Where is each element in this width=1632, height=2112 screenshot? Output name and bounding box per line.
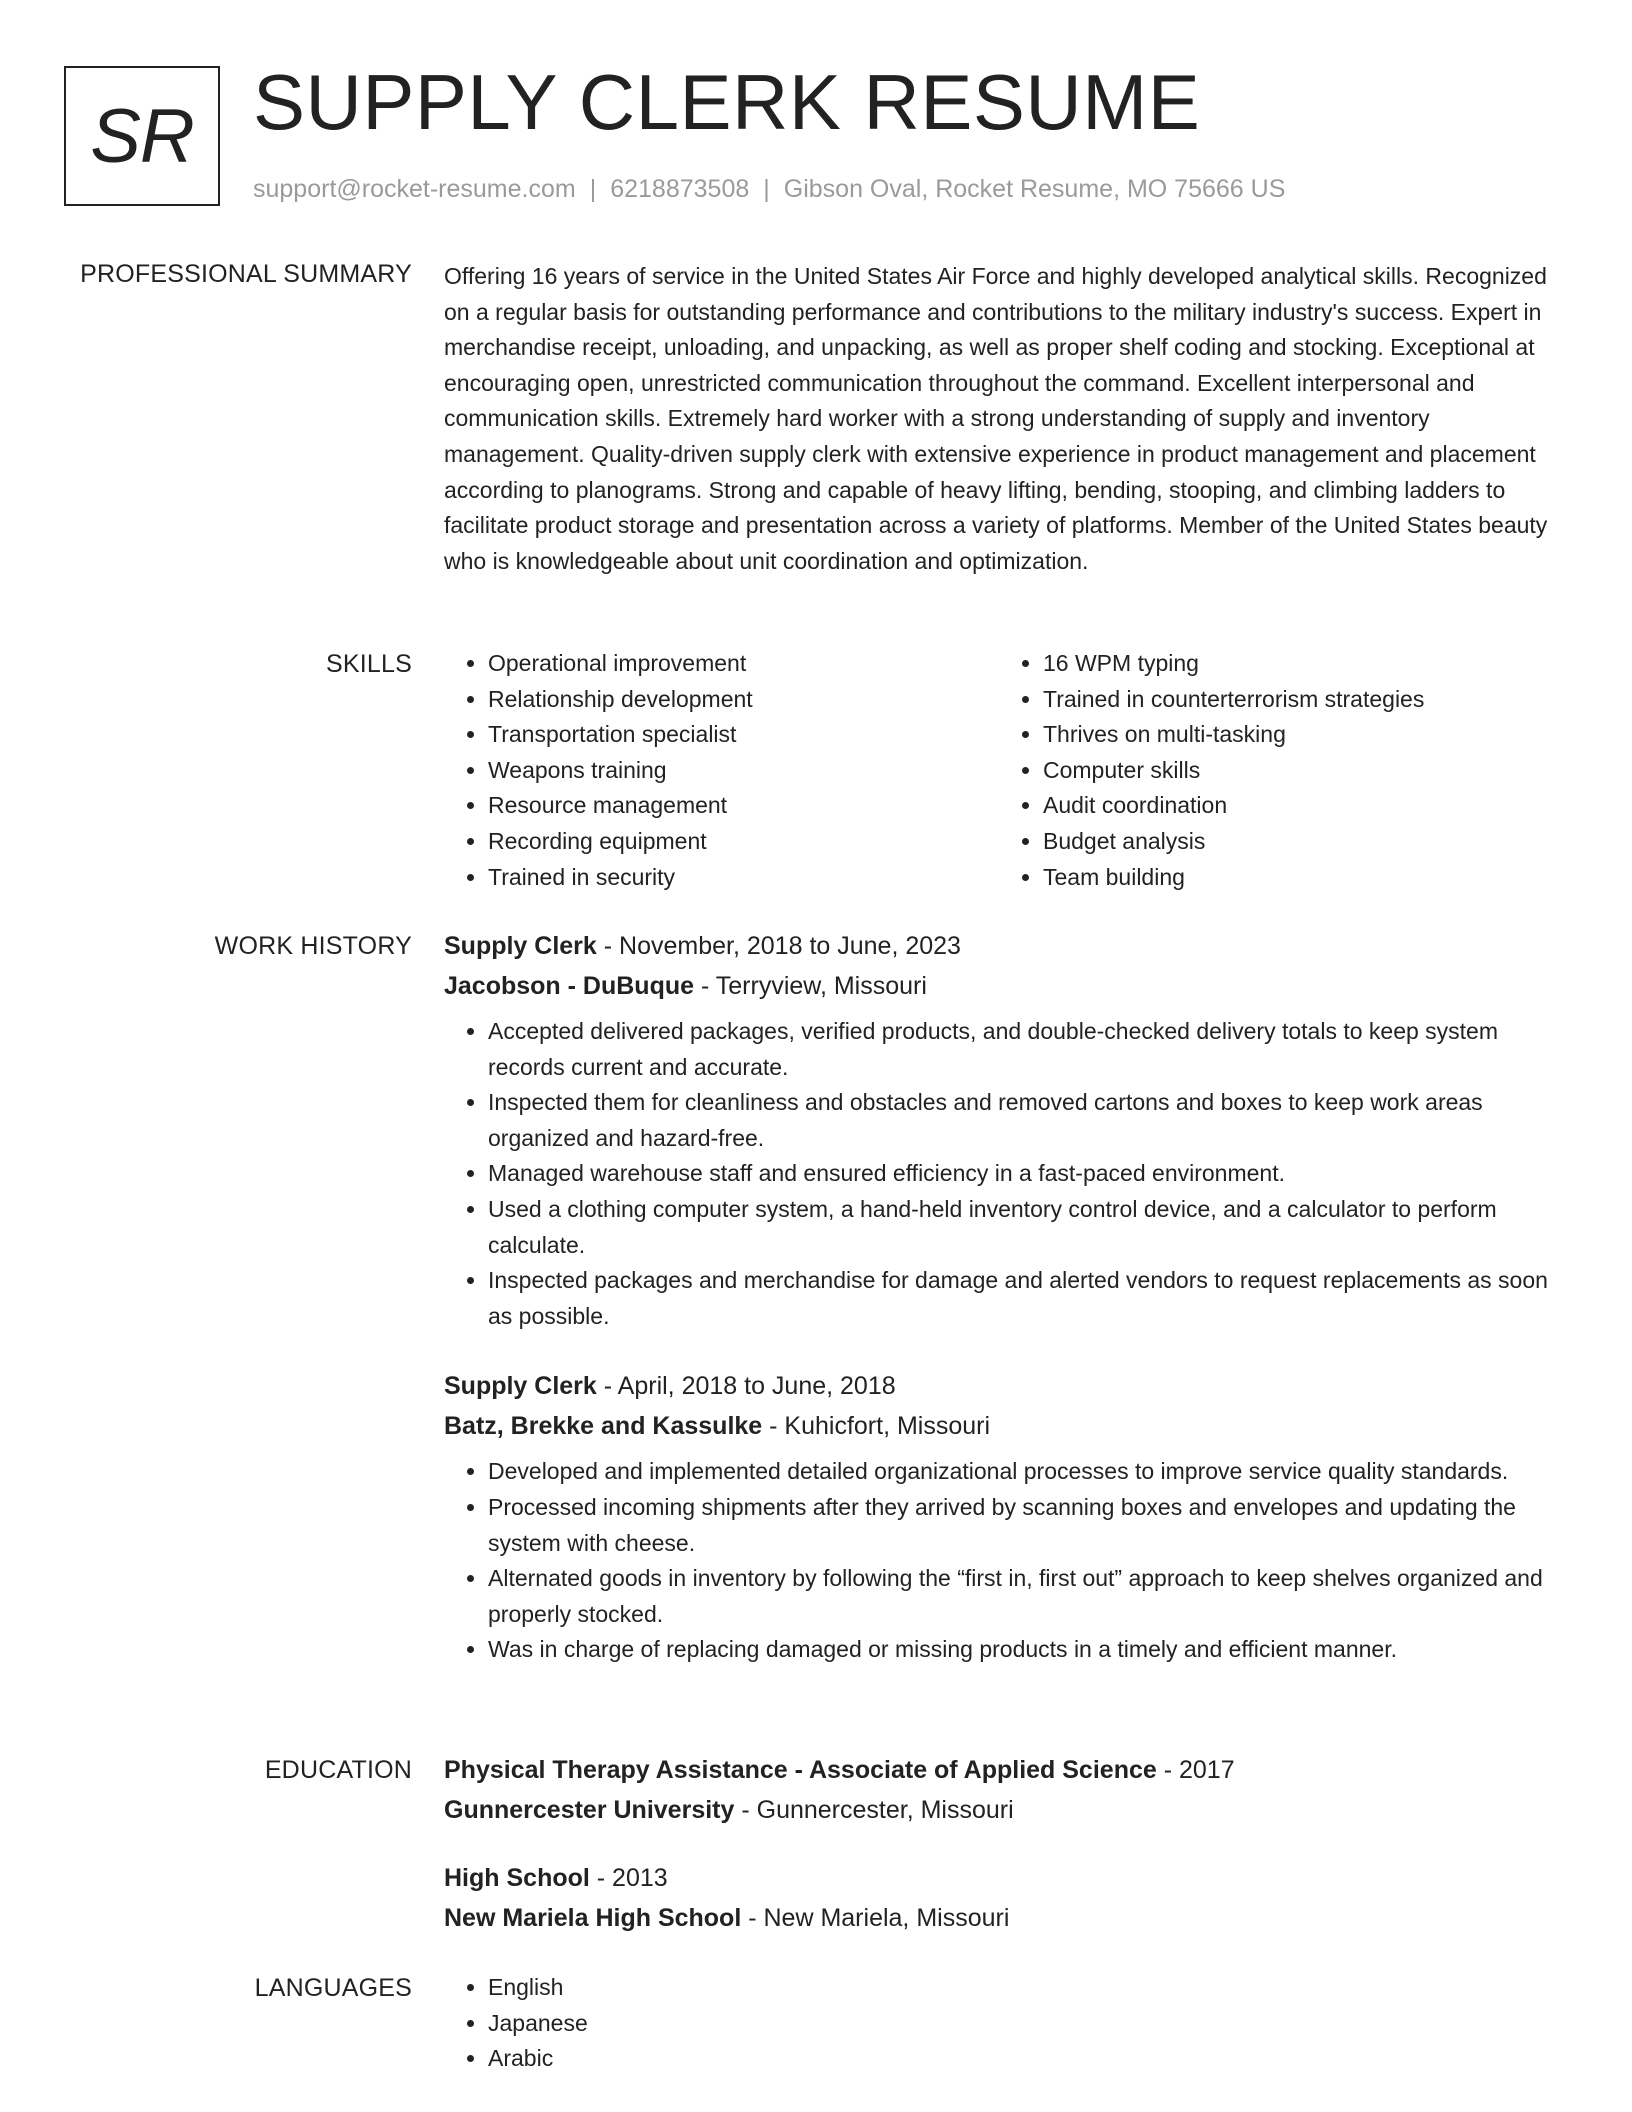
languages-content (444, 1970, 1554, 2077)
skills-label: SKILLS (326, 650, 412, 678)
skill-item: • Relationship development (488, 682, 999, 718)
skill-item: • Resource management (488, 788, 999, 824)
education-degree: Physical Therapy Assistance - Associate of Applied Science (444, 1756, 1157, 1784)
education-entry (444, 1750, 1554, 1830)
job-company: Batz, Brekke and Kassulke (444, 1412, 763, 1441)
skill-item: • Transportation specialist (488, 717, 999, 753)
education-degree: High School (444, 1864, 590, 1892)
education-year: - 2013 (589, 1864, 668, 1892)
job-title: Supply Clerk (444, 1372, 597, 1401)
job-dates: - April, 2018 to June, 2018 (596, 1372, 896, 1401)
resume-title: SUPPLY CLERK RESUME (253, 58, 1201, 146)
job-company: Jacobson - DuBuque (444, 972, 695, 1000)
skill-item: • Trained in counterterrorism strategies (1043, 682, 1554, 718)
work-history-content (444, 926, 1554, 1668)
skill-item: • Recording equipment (488, 824, 999, 860)
job-entry (444, 1366, 1554, 1668)
summary-content (444, 259, 1554, 579)
skill-item: • Computer skills (1043, 753, 1554, 789)
education-entry (444, 1858, 1554, 1938)
contact-separator: | (589, 175, 597, 203)
contact-phone[interactable]: 6218873508 (610, 175, 750, 203)
work-history-label: WORK HISTORY (214, 932, 412, 960)
job-bullet: • Accepted delivered packages, verified products, and double-checked delivery totals to keep system records current and accurate. (488, 1014, 1554, 1085)
job-bullet: • Developed and implemented detailed organizational processes to improve service quality standards. (488, 1454, 1554, 1490)
skills-grid (444, 646, 1554, 895)
education-school-line (444, 1898, 1554, 1938)
education-location: - Gunnercester, Missouri (734, 1796, 1014, 1824)
education-year: - 2017 (1156, 1756, 1235, 1784)
job-title-line (444, 1366, 1554, 1406)
language-item: • Arabic (488, 2041, 1554, 2077)
skill-item: • Trained in security (488, 860, 999, 896)
job-location: - Kuhicfort, Missouri (762, 1412, 991, 1441)
skill-item: • 16 WPM typing (1043, 646, 1554, 682)
education-degree-line (444, 1858, 1554, 1898)
job-bullet: • Managed warehouse staff and ensured efficiency in a fast-paced environment. (488, 1156, 1554, 1192)
education-content (444, 1750, 1554, 1938)
education-label: EDUCATION (264, 1756, 412, 1784)
skill-item: • Operational improvement (488, 646, 999, 682)
job-bullet: • Processed incoming shipments after they arrived by scanning boxes and envelopes and updating the system with cheese. (488, 1490, 1554, 1561)
education-school: Gunnercester University (444, 1796, 735, 1824)
summary-label: PROFESSIONAL SUMMARY (80, 260, 412, 288)
language-item: • English (488, 1970, 1554, 2006)
languages-list (444, 1970, 1554, 2077)
skills-content (444, 646, 1554, 895)
job-location: - Terryview, Missouri (694, 972, 927, 1000)
skill-item: • Thrives on multi-tasking (1043, 717, 1554, 753)
job-title: Supply Clerk (444, 932, 597, 960)
language-item: • Japanese (488, 2006, 1554, 2042)
job-company-line (444, 1406, 1554, 1446)
education-degree-line (444, 1750, 1554, 1790)
job-company-line (444, 966, 1554, 1006)
summary-text: Offering 16 years of service in the United States Air Force and highly developed analytical skills. Recognized on a regular basis for outstanding performance and contributions to the military industry's success. Expert in merchandise receipt, unloading, and unpacking, as well as proper shelf coding and stocking. Exceptional at encouraging open, unrestricted communication throughout the command. Excellent interpersonal and communication skills. Extremely hard worker with a strong understanding of supply and inventory management. Quality-driven supply clerk with extensive experience in product management and placement according to planograms. Strong and capable of heavy lifting, bending, stooping, and climbing ladders to facilitate product storage and presentation across a variety of platforms. Member of the United States beauty who is knowledgeable about unit coordination and optimization. (444, 263, 1548, 574)
monogram-logo: SR (64, 66, 220, 206)
job-dates: - November, 2018 to June, 2023 (596, 932, 961, 960)
job-bullet: • Inspected packages and merchandise for damage and alerted vendors to request replacements as soon as possible. (488, 1263, 1554, 1334)
education-school-line (444, 1790, 1554, 1830)
skill-item: • Team building (1043, 860, 1554, 896)
contact-email[interactable]: support@rocket-resume.com (253, 175, 576, 203)
job-bullet: • Alternated goods in inventory by following the “first in, first out” approach to keep shelves organized and properly stocked. (488, 1561, 1554, 1632)
skills-list-right (999, 646, 1554, 895)
contact-line (253, 174, 1285, 204)
skill-item: • Weapons training (488, 753, 999, 789)
languages-label: LANGUAGES (254, 1974, 412, 2002)
skill-item: • Audit coordination (1043, 788, 1554, 824)
skill-item: • Budget analysis (1043, 824, 1554, 860)
job-title-line (444, 926, 1554, 966)
job-entry (444, 926, 1554, 1334)
job-bullets (444, 1014, 1554, 1334)
skills-list-left (444, 646, 999, 895)
contact-address: Gibson Oval, Rocket Resume, MO 75666 US (783, 175, 1286, 203)
contact-separator: | (763, 175, 770, 203)
job-bullet: • Was in charge of replacing damaged or missing products in a timely and efficient manner. (488, 1632, 1554, 1668)
job-bullet: • Inspected them for cleanliness and obstacles and removed cartons and boxes to keep work areas organized and hazard-free. (488, 1085, 1554, 1156)
job-bullet: • Used a clothing computer system, a hand-held inventory control device, and a calculator to perform calculate. (488, 1192, 1554, 1263)
job-bullets (444, 1454, 1554, 1668)
education-school: New Mariela High School (444, 1904, 742, 1932)
education-location: - New Mariela, Missouri (741, 1904, 1010, 1932)
